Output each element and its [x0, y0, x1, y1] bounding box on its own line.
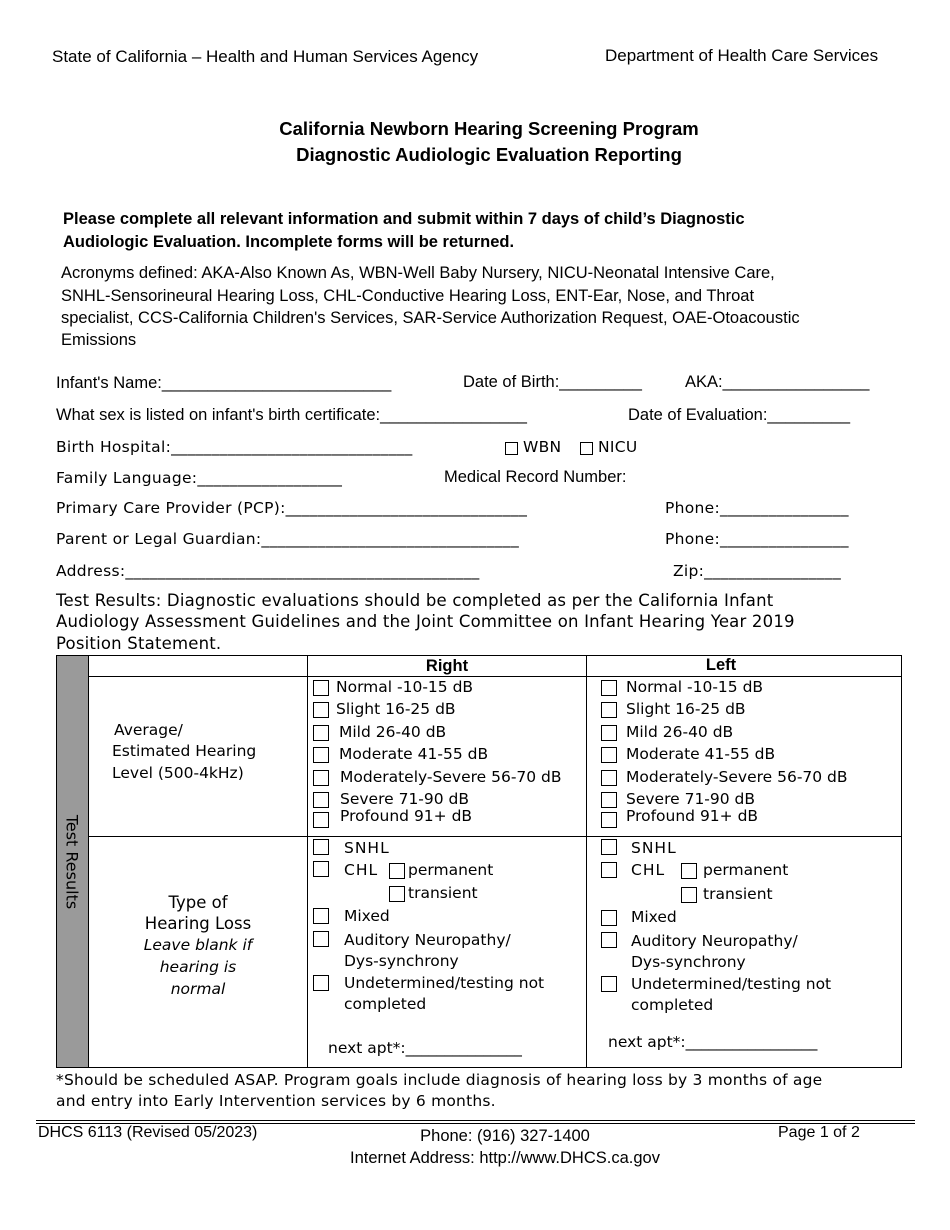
- right-permanent-checkbox[interactable]: [389, 863, 405, 879]
- left-an-label-line2: Dys-synchrony: [631, 953, 746, 971]
- right-severe-label: Severe 71-90 dB: [340, 790, 470, 808]
- infant-name-field[interactable]: Infant's Name:_________________________: [56, 374, 392, 392]
- avg-label-line2: Estimated Hearing: [112, 742, 257, 760]
- side-label: Test Results: [62, 814, 82, 910]
- type-note-line3: normal: [170, 980, 226, 998]
- col-header-right: Right: [425, 657, 469, 675]
- address-field[interactable]: Address:____________________________________________: [56, 562, 480, 580]
- right-modsevere-label: Moderately-Severe 56-70 dB: [340, 768, 562, 786]
- wbn-checkbox[interactable]: [505, 442, 518, 455]
- left-profound-checkbox[interactable]: [601, 812, 617, 828]
- left-undetermined-checkbox[interactable]: [601, 976, 617, 992]
- right-snhl-label: SNHL: [344, 839, 390, 857]
- right-undetermined-label-line1: Undetermined/testing not: [344, 974, 545, 992]
- instructions-line1: Please complete all relevant information and submit within 7 days of child’s Diagnostic: [63, 210, 745, 228]
- left-modsevere-label: Moderately-Severe 56-70 dB: [626, 768, 848, 786]
- acronyms-line2: SNHL-Sensorineural Hearing Loss, CHL-Conductive Hearing Loss, ENT-Ear, Nose, and Throat: [61, 287, 755, 305]
- dob-field[interactable]: Date of Birth:_________: [463, 373, 642, 391]
- birth-hospital-field[interactable]: Birth Hospital:______________________________: [56, 438, 413, 456]
- type-label-line2: Hearing Loss: [144, 914, 252, 933]
- form-id: DHCS 6113 (Revised 05/2023): [38, 1124, 258, 1141]
- left-an-checkbox[interactable]: [601, 932, 617, 948]
- acronyms-line3: specialist, CCS-California Children's Services, SAR-Service Authorization Request, OAE-Otoacoustic: [61, 309, 800, 327]
- footnote-line2: and entry into Early Intervention services by 6 months.: [56, 1092, 496, 1110]
- right-transient-label: transient: [408, 884, 478, 902]
- left-transient-label: transient: [703, 885, 773, 903]
- left-severe-checkbox[interactable]: [601, 792, 617, 808]
- zip-field[interactable]: Zip:_________________: [673, 562, 842, 580]
- right-mild-checkbox[interactable]: [313, 725, 329, 741]
- avg-label-line1: Average/: [114, 721, 183, 739]
- right-an-label-line1: Auditory Neuropathy/: [344, 931, 511, 949]
- family-language-field[interactable]: Family Language:__________________: [56, 469, 343, 487]
- right-undetermined-label-line2: completed: [344, 995, 427, 1013]
- right-modsevere-checkbox[interactable]: [313, 770, 329, 786]
- nicu-label: NICU: [598, 438, 638, 456]
- table-row-rule: [88, 836, 902, 837]
- acronyms-line4: Emissions: [61, 331, 137, 349]
- table-label-rule: [88, 655, 89, 1068]
- left-slight-checkbox[interactable]: [601, 702, 617, 718]
- left-mixed-label: Mixed: [631, 908, 677, 926]
- left-undetermined-label-line1: Undetermined/testing not: [631, 975, 832, 993]
- agency-name: State of California – Health and Human Services Agency: [52, 47, 479, 66]
- instructions-line2: Audiologic Evaluation. Incomplete forms will be returned.: [63, 233, 515, 251]
- left-slight-label: Slight 16-25 dB: [626, 700, 746, 718]
- footer-internet: Internet Address: http://www.DHCS.ca.gov: [350, 1149, 660, 1167]
- avg-label-line3: Level (500-4kHz): [112, 764, 244, 782]
- right-profound-label: Profound 91+ dB: [340, 807, 473, 825]
- type-note-line2: hearing is: [159, 958, 237, 976]
- left-normal-label: Normal -10-15 dB: [626, 678, 764, 696]
- table-right-col-rule: [307, 655, 308, 1068]
- left-profound-label: Profound 91+ dB: [626, 807, 759, 825]
- guardian-phone-field[interactable]: Phone:________________: [665, 530, 849, 548]
- right-chl-label: CHL: [344, 861, 379, 879]
- right-normal-checkbox[interactable]: [313, 680, 329, 696]
- right-severe-checkbox[interactable]: [313, 792, 329, 808]
- table-header-rule: [88, 676, 902, 677]
- footer-rule-top: [36, 1120, 915, 1121]
- test-intro-line1: Test Results: Diagnostic evaluations should be completed as per the California Infant: [56, 591, 774, 610]
- table-border-left: [56, 655, 57, 1068]
- form-title-line1: California Newborn Hearing Screening Program: [279, 118, 699, 139]
- left-modsevere-checkbox[interactable]: [601, 770, 617, 786]
- form-title-line2: Diagnostic Audiologic Evaluation Reporting: [296, 144, 682, 165]
- mrn-field[interactable]: Medical Record Number:: [444, 468, 627, 486]
- page-number: Page 1 of 2: [778, 1124, 860, 1141]
- test-intro-line2: Audiology Assessment Guidelines and the Joint Committee on Infant Hearing Year 2019: [56, 612, 795, 631]
- left-an-label-line1: Auditory Neuropathy/: [631, 932, 798, 950]
- right-mixed-label: Mixed: [344, 907, 390, 925]
- table-border-right: [901, 655, 902, 1068]
- right-next-apt-field[interactable]: next apt*:_______________: [328, 1039, 522, 1057]
- right-snhl-checkbox[interactable]: [313, 839, 329, 855]
- left-moderate-checkbox[interactable]: [601, 747, 617, 763]
- right-mild-label: Mild 26-40 dB: [339, 723, 447, 741]
- left-chl-label: CHL: [631, 861, 666, 879]
- left-snhl-checkbox[interactable]: [601, 839, 617, 855]
- right-mixed-checkbox[interactable]: [313, 908, 329, 924]
- eval-date-field[interactable]: Date of Evaluation:_________: [628, 406, 851, 424]
- right-an-checkbox[interactable]: [313, 931, 329, 947]
- pcp-phone-field[interactable]: Phone:________________: [665, 499, 849, 517]
- left-moderate-label: Moderate 41-55 dB: [626, 745, 776, 763]
- right-transient-checkbox[interactable]: [389, 886, 405, 902]
- left-snhl-label: SNHL: [631, 839, 677, 857]
- left-undetermined-label-line2: completed: [631, 996, 714, 1014]
- right-normal-label: Normal -10-15 dB: [336, 678, 474, 696]
- right-profound-checkbox[interactable]: [313, 812, 329, 828]
- right-permanent-label: permanent: [408, 861, 494, 879]
- left-mild-checkbox[interactable]: [601, 725, 617, 741]
- footnote-line1: *Should be scheduled ASAP. Program goals include diagnosis of hearing loss by 3 months of age: [56, 1071, 823, 1089]
- department-name: Department of Health Care Services: [605, 46, 879, 65]
- left-permanent-label: permanent: [703, 861, 789, 879]
- right-slight-label: Slight 16-25 dB: [336, 700, 456, 718]
- pcp-field[interactable]: Primary Care Provider (PCP):______________________________: [56, 499, 528, 517]
- type-label-line1: Type of: [168, 893, 228, 912]
- footer-phone: Phone: (916) 327-1400: [420, 1127, 590, 1145]
- col-header-left: Left: [705, 656, 737, 674]
- left-severe-label: Severe 71-90 dB: [626, 790, 756, 808]
- acronyms-line1: Acronyms defined: AKA-Also Known As, WBN-Well Baby Nursery, NICU-Neonatal Intensive Care,: [61, 264, 775, 282]
- right-moderate-label: Moderate 41-55 dB: [339, 745, 489, 763]
- guardian-field[interactable]: Parent or Legal Guardian:________________________________: [56, 530, 520, 548]
- right-moderate-checkbox[interactable]: [313, 747, 329, 763]
- sex-field[interactable]: What sex is listed on infant's birth certificate:________________: [56, 406, 527, 424]
- table-left-col-rule: [586, 655, 587, 1068]
- table-border-bottom: [56, 1067, 902, 1068]
- left-normal-checkbox[interactable]: [601, 680, 617, 696]
- right-slight-checkbox[interactable]: [313, 702, 329, 718]
- left-mild-label: Mild 26-40 dB: [626, 723, 734, 741]
- wbn-label: WBN: [523, 438, 562, 456]
- aka-field[interactable]: AKA:________________: [685, 373, 870, 391]
- left-chl-checkbox[interactable]: [601, 862, 617, 878]
- right-chl-checkbox[interactable]: [313, 861, 329, 877]
- right-an-label-line2: Dys-synchrony: [344, 952, 459, 970]
- right-undetermined-checkbox[interactable]: [313, 975, 329, 991]
- type-note-line1: Leave blank if: [143, 936, 253, 954]
- left-permanent-checkbox[interactable]: [681, 863, 697, 879]
- left-transient-checkbox[interactable]: [681, 887, 697, 903]
- nicu-checkbox[interactable]: [580, 442, 593, 455]
- left-next-apt-field[interactable]: next apt*:_________________: [608, 1033, 818, 1051]
- test-intro-line3: Position Statement.: [56, 634, 222, 653]
- left-mixed-checkbox[interactable]: [601, 910, 617, 926]
